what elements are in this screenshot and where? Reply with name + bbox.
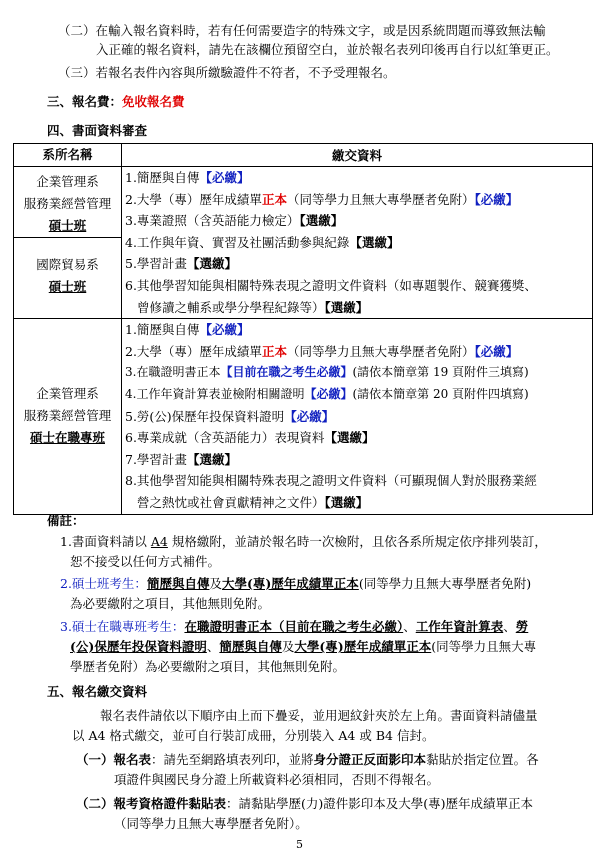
page-number: 5	[296, 838, 303, 851]
item-2-line-2: 入正確的報名資料，請先在該欄位預留空白，並於報名表列印後再自行以紅筆更正。	[96, 42, 559, 57]
list-item: 2.大學（專）歷年成績單正本（同等學力且無大專學歷者免附）【必繳】	[125, 343, 519, 359]
fee-line: 三、報名費：免收報名費	[47, 94, 185, 109]
dept-cell-group-2: 企業管理系 服務業經營管理 碩士在職專班	[14, 319, 122, 514]
notes-label: 備註：	[47, 513, 85, 528]
note-1-line-2: 恕不接受以任何方式補件。	[70, 554, 221, 569]
header-docs: 繳交資料	[122, 144, 593, 167]
dept-cell-group-1	[14, 167, 122, 319]
table-header-row	[14, 144, 593, 167]
table-row-group-1	[14, 167, 593, 319]
docs-cell-group-2	[122, 319, 593, 514]
list-item: 6.其他學習知能與相關特殊表現之證明文件資料（如專題製作、競賽獲獎、	[125, 277, 537, 293]
section-5-heading: 五、報名繳交資料	[47, 684, 148, 699]
list-item: 5.勞(公)保歷年投保資料證明【必繳】	[125, 408, 335, 424]
requirements-table	[13, 143, 593, 515]
section-5-para-line-2: 以 A4 格式繳交，並可自行裝訂成冊，分別裝入 A4 或 B4 信封。	[72, 728, 435, 743]
section-5-item-1-line-1: （一）報名表：請先至網路填表列印，並將身分證正反面影印本黏貼於指定位置。各	[76, 752, 539, 767]
list-item: 4.工作年資計算表並檢附相關證明【必繳】(請依本簡章第 20 頁附件四填寫)	[125, 386, 529, 401]
dept-a: 企業管理系 服務業經營管理 碩士班	[23, 173, 112, 233]
section-5-item-1-line-2: 項證件與國民身分證上所載資料必須相同，否則不得報名。	[114, 772, 440, 787]
list-item-continued: 曾修讀之輔系或學分學程紀錄等）【選繳】	[137, 299, 369, 315]
table-row-group-2	[14, 319, 593, 514]
section-5-item-2-line-2: （同等學力且無大專學歷者免附）。	[114, 816, 308, 831]
header-dept: 系所名稱	[14, 144, 122, 167]
list-item: 2.大學（專）歷年成績單正本（同等學力且無大專學歷者免附）【必繳】	[125, 191, 519, 207]
item-3: （三）若報名表件內容與所繳驗證件不符者，不予受理報名。	[58, 65, 396, 80]
dept-b: 國際貿易系 碩士班	[14, 237, 121, 315]
note-3-line-1: 3.碩士在職專班考生：在職證明書正本（目前在職之考生必繳）、工作年資計算表、勞	[60, 619, 529, 634]
list-item: 4.工作與年資、實習及社團活動參與紀錄【選繳】	[125, 234, 400, 250]
note-1-line-1: 1.書面資料請以 A4 規格繳附，並請於報名時一次檢附，且依各系所規定依序排列裝訂，	[60, 534, 547, 549]
section-5-para-line-1: 報名表件請依以下順序由上而下疊妥，並用迴紋針夾於左上角。書面資料請儘量	[100, 708, 538, 723]
note-3-line-3: 學歷者免附）為必要繳附之項目，其他無則免附。	[70, 659, 346, 674]
list-item: 8.其他學習知能與相關特殊表現之證明文件資料（可顯現個人對於服務業經	[125, 473, 537, 489]
list-item: 3.專業證照（含英語能力檢定）【選繳】	[125, 213, 344, 229]
list-item: 3.在職證明書正本【目前在職之考生必繳】(請依本簡章第 19 頁附件三填寫)	[125, 365, 529, 380]
note-2-line-1: 2.碩士班考生：簡歷與自傳及大學(專)歷年成績單正本(同等學力且無大專學歷者免附)	[60, 576, 532, 591]
list-item: 7.學習計畫【選繳】	[125, 451, 237, 467]
list-item-continued: 營之熱忱或社會貢獻精神之文件）【選繳】	[137, 494, 369, 510]
review-heading: 四、書面資料審查	[47, 123, 148, 138]
item-2-line-1: （二）在輸入報名資料時，若有任何需要造字的特殊文字，或是因系統問題而導致無法輸	[58, 23, 546, 38]
list-item: 5.學習計畫【選繳】	[125, 256, 237, 272]
list-item: 1.簡歷與自傳【必繳】	[125, 322, 250, 338]
docs-cell-group-1	[122, 167, 593, 319]
note-2-line-2: 為必要繳附之項目，其他無則免附。	[70, 596, 271, 611]
section-5-item-2-line-1: （二）報考資格證件黏貼表：請黏貼學歷(力)證件影印本及大學(專)歷年成績單正本	[76, 796, 534, 811]
list-item: 6.專業成就（含英語能力）表現資料【選繳】	[125, 430, 375, 446]
note-3-line-2: (公)保歷年投保資料證明、簡歷與自傳及大學(專)歷年成績單正本(同等學力且無大專	[70, 639, 537, 654]
list-item: 1.簡歷與自傳【必繳】	[125, 170, 250, 185]
